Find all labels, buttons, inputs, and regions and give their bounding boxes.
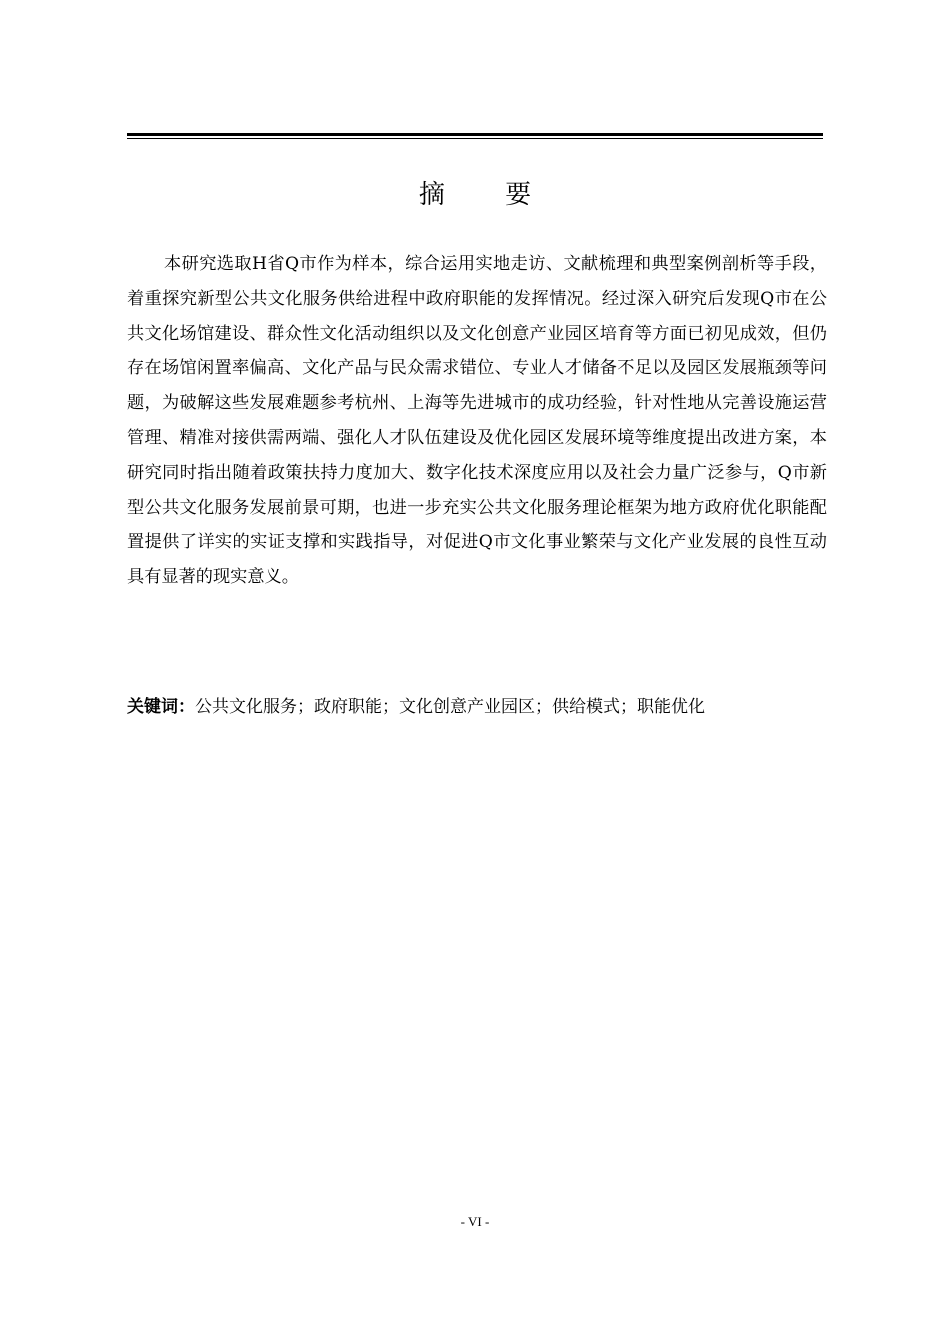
abstract-paragraph: 本研究选取H省Q市作为样本，综合运用实地走访、文献梳理和典型案例剖析等手段，着重探究新型公共文化服务供给进程中政府职能的发挥情况。经过深入研究后发现Q市在公共文化场馆建设、群众性文化活动组织以及文化创意产业园区培育等方面已初见成效，但仍存在场馆闲置率偏高、文化产品与民众需求错位、专业人才储备不足以及园区发展瓶颈等问题，为破解这些发展难题参考杭州、上海等先进城市的成功经验，针对性地从完善设施运营管理、精准对接供需两端、强化人才队伍建设及优化园区发展环境等维度提出改进方案，本研究同时指出随着政策扶持力度加大、数字化技术深度应用以及社会力量广泛参与，Q市新型公共文化服务发展前景可期，也进一步充实公共文化服务理论框架为地方政府优化职能配置提供了详实的实证支撑和实践指导，对促进Q市文化事业繁荣与文化产业发展的良性互动具有显著的现实意义。 <box>127 254 827 588</box>
page-number: - VI - <box>460 1214 490 1229</box>
keywords-label: 关键词： <box>127 697 195 717</box>
keywords-text: 公共文化服务；政府职能；文化创意产业园区；供给模式；职能优化 <box>195 697 705 717</box>
page-title: 摘 要 <box>418 180 558 210</box>
keywords-line <box>127 692 827 722</box>
header-rule-thin <box>127 138 823 139</box>
header-rule-thick <box>127 133 823 136</box>
